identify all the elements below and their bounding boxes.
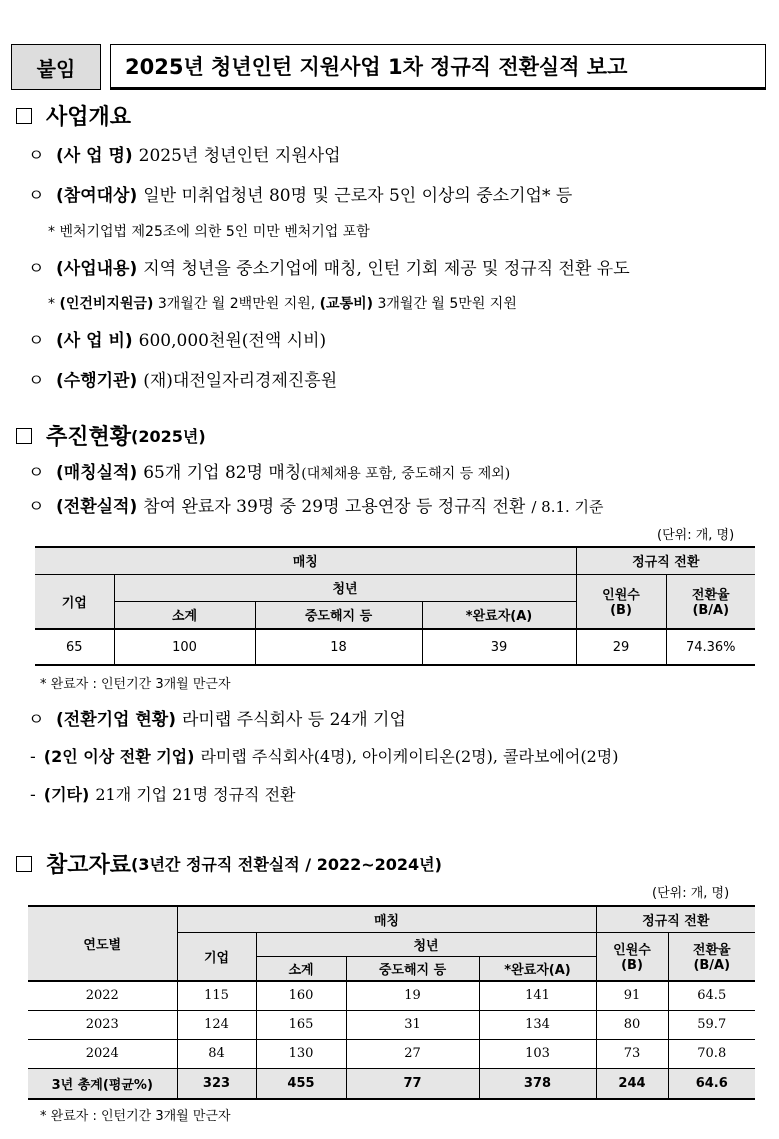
- overview-item-target: ㅇ (참여대상) 일반 미취업청년 80명 및 근로자 5인 이상의 중소기업* 등: [28, 186, 573, 206]
- th-year: 연도별: [28, 906, 177, 981]
- th-youth: 청년: [256, 932, 596, 956]
- th-company: 기업: [177, 932, 256, 981]
- table1-note: * 완료자 : 인턴기간 3개월 만근자: [40, 677, 231, 692]
- overview-item-agency: ㅇ (수행기관) (재)대전일자리경제진흥원: [28, 371, 338, 391]
- table-row: 2022 115 160 19 141 91 64.5: [28, 981, 755, 1010]
- th-subtotal: 소계: [256, 956, 346, 981]
- th-regular: 정규직 전환: [596, 906, 755, 932]
- checkbox-square-icon: [16, 856, 32, 872]
- th-dropout: 중도해지 등: [346, 956, 479, 981]
- table2-unit: (단위: 개, 명): [652, 886, 730, 901]
- table-row: 2023 124 165 31 134 80 59.7: [28, 1010, 755, 1039]
- th-rate: 전환율 (B/A): [666, 574, 755, 629]
- th-matching: 매칭: [35, 547, 576, 574]
- overview-note-support: * (인건비지원금) 3개월간 월 2백만원 지원, (교통비) 3개월간 월 5만원 지원: [48, 296, 517, 312]
- progress-firms-multi: - (2인 이상 전환 기업) 라미랩 주식회사(4명), 아이케이티온(2명), 콜라보에어(2명): [30, 747, 619, 766]
- progress-firms-other: - (기타) 21개 기업 21명 정규직 전환: [30, 785, 296, 804]
- th-count: 인원수 (B): [596, 932, 668, 981]
- table-row: 65 100 18 39 29 74.36%: [35, 629, 755, 665]
- th-company: 기업: [35, 574, 114, 629]
- section-overview-heading: 사업개요: [16, 100, 131, 131]
- overview-item-content: ㅇ (사업내용) 지역 청년을 중소기업에 매칭, 인턴 기회 제공 및 정규직 전환 유도: [28, 259, 630, 279]
- th-matching: 매칭: [177, 906, 596, 932]
- section-reference-heading: 참고자료 (3년간 정규직 전환실적 / 2022~2024년): [16, 848, 442, 879]
- overview-note-venture: * 벤처기업법 제25조에 의한 5인 미만 벤처기업 포함: [48, 224, 370, 240]
- checkbox-square-icon: [16, 428, 32, 444]
- attachment-tag: 붙임: [11, 44, 101, 90]
- th-completed: *완료자(A): [422, 601, 576, 629]
- table-row: 2024 84 130 27 103 73 70.8: [28, 1039, 755, 1068]
- th-subtotal: 소계: [114, 601, 255, 629]
- section-progress-heading: 추진현황 (2025년): [16, 420, 206, 451]
- progress-matching: ㅇ (매칭실적) 65개 기업 82명 매칭 (대체채용 포함, 중도해지 등 제외): [28, 463, 511, 483]
- progress-conversion: ㅇ (전환실적) 참여 완료자 39명 중 29명 고용연장 등 정규직 전환 / 8.1. 기준: [28, 497, 604, 517]
- document-title: 2025년 청년인턴 지원사업 1차 정규직 전환실적 보고: [110, 44, 766, 90]
- th-completed: *완료자(A): [479, 956, 596, 981]
- th-rate: 전환율 (B/A): [668, 932, 755, 981]
- th-regular: 정규직 전환: [576, 547, 755, 574]
- th-count: 인원수 (B): [576, 574, 666, 629]
- checkbox-square-icon: [16, 108, 32, 124]
- overview-item-budget: ㅇ (사 업 비) 600,000천원(전액 시비): [28, 331, 327, 351]
- th-youth: 청년: [114, 574, 576, 601]
- progress-firms: ㅇ (전환기업 현황) 라미랩 주식회사 등 24개 기업: [28, 710, 406, 730]
- table-2025-results: [35, 546, 755, 666]
- table2-note: * 완료자 : 인턴기간 3개월 만근자: [40, 1109, 231, 1124]
- table-total-row: 3년 총계(평균%) 323 455 77 378 244 64.6: [28, 1068, 755, 1099]
- overview-item-name: ㅇ (사 업 명) 2025년 청년인턴 지원사업: [28, 146, 341, 166]
- th-dropout: 중도해지 등: [255, 601, 422, 629]
- table1-unit: (단위: 개, 명): [657, 528, 735, 543]
- table-3year-results: [28, 905, 755, 1100]
